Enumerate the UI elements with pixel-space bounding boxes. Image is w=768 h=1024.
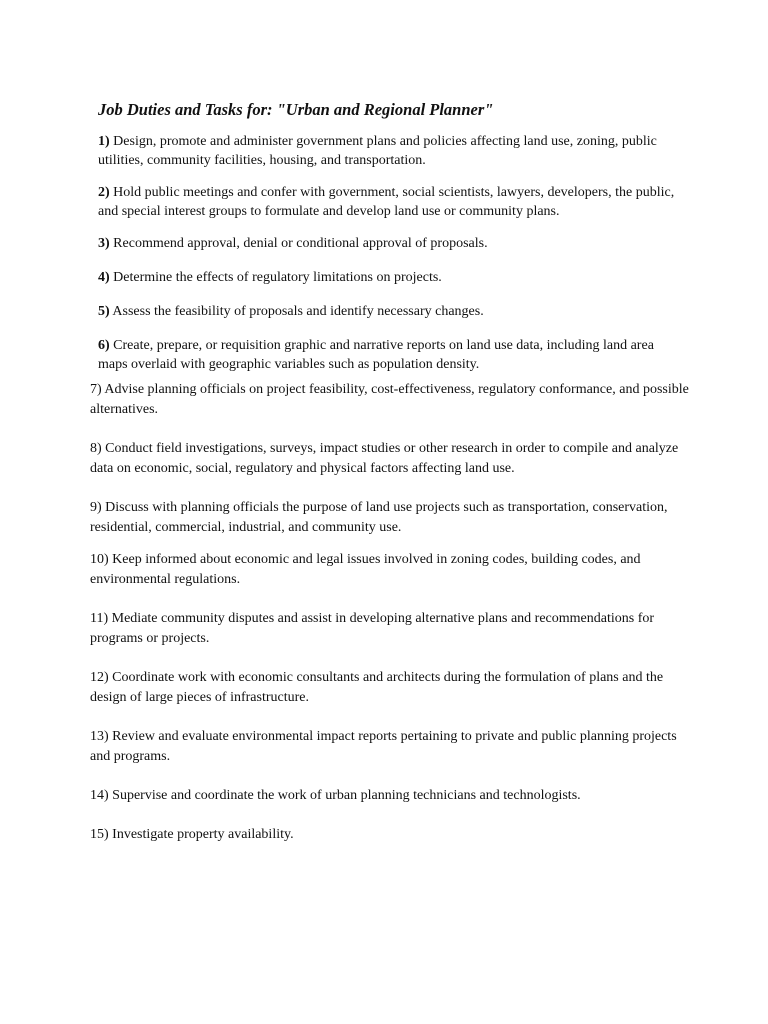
page-title: Job Duties and Tasks for: "Urban and Regional Planner"	[98, 100, 494, 119]
duty-number: 4)	[98, 270, 110, 285]
duty-item-11: 11) Mediate community disputes and assist in developing alternative plans and recommendations for programs or projects.	[90, 611, 655, 646]
duty-text: Determine the effects of regulatory limitations on projects.	[109, 270, 442, 285]
duty-item-10: 10) Keep informed about economic and legal issues involved in zoning codes, building codes, and environmental regulations.	[90, 552, 641, 587]
duty-item-13: 13) Review and evaluate environmental impact reports pertaining to private and public planning projects and programs.	[90, 729, 677, 764]
duty-item-2	[98, 183, 678, 221]
duty-item-9: 9) Discuss with planning officials the purpose of land use projects such as transportation, conservation, residential, commercial, industrial, and community use.	[90, 500, 668, 535]
duty-item-3	[98, 234, 678, 253]
duty-text: Create, prepare, or requisition graphic and narrative reports on land use data, including land area maps overlaid with geographic variables such as population density.	[98, 338, 654, 372]
duty-text: Hold public meetings and confer with government, social scientists, lawyers, developers, the public, and special interest groups to formulate and develop land use or community plans.	[98, 185, 675, 219]
duty-number: 5)	[98, 304, 110, 319]
duty-item-12: 12) Coordinate work with economic consultants and architects during the formulation of plans and the design of large pieces of infrastructure.	[90, 670, 664, 705]
duty-item-7: 7) Advise planning officials on project feasibility, cost-effectiveness, regulatory conformance, and possible alternatives.	[90, 382, 689, 417]
duty-number: 1)	[98, 134, 110, 149]
duty-item-1	[98, 132, 678, 170]
duty-item-8: 8) Conduct field investigations, surveys, impact studies or other research in order to compile and analyze data on economic, social, regulatory and physical factors affecting land use.	[90, 441, 679, 476]
duty-item-6	[98, 336, 678, 374]
duty-item-14: 14) Supervise and coordinate the work of urban planning technicians and technologists.	[90, 788, 581, 803]
duty-number: 2)	[98, 185, 110, 200]
duty-item-4	[98, 268, 678, 287]
duty-text: Design, promote and administer government plans and policies affecting land use, zoning, public utilities, community facilities, housing, and transportation.	[98, 134, 657, 168]
duty-number: 3)	[98, 236, 110, 251]
duty-item-15: 15) Investigate property availability.	[90, 827, 294, 842]
duty-item-5	[98, 302, 678, 321]
duty-text: Recommend approval, denial or conditional approval of proposals.	[109, 236, 488, 251]
duty-number: 6)	[98, 338, 110, 353]
duty-text: Assess the feasibility of proposals and identify necessary changes.	[109, 304, 484, 319]
